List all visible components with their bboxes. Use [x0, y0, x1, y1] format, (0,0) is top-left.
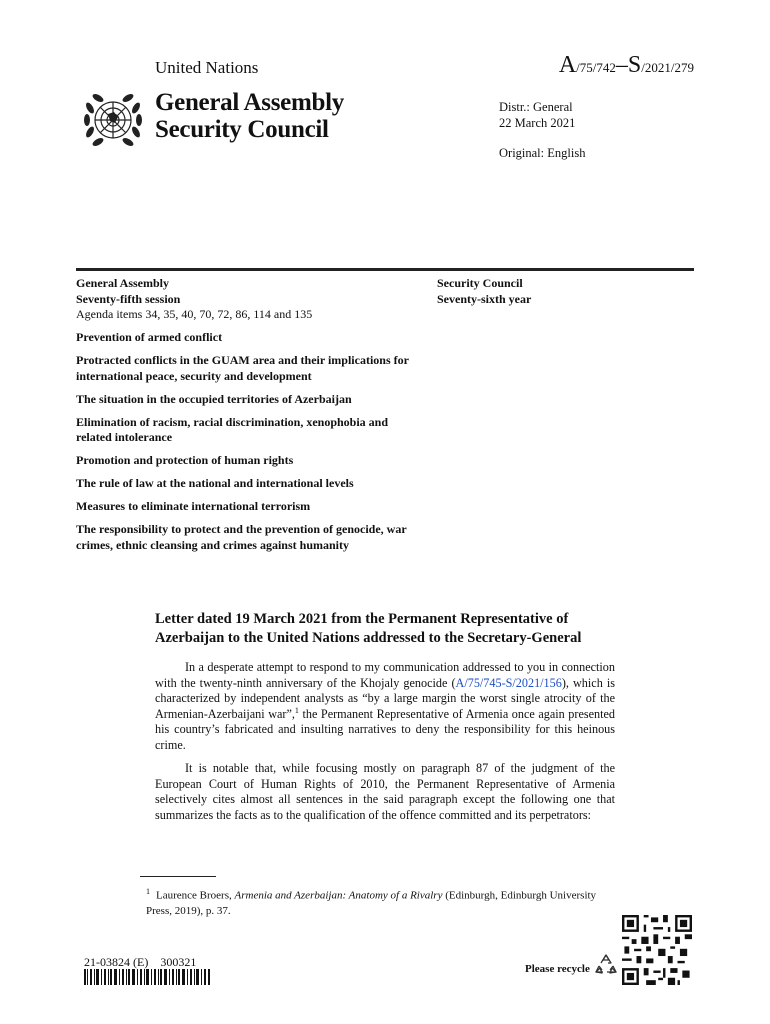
distribution-block [499, 100, 575, 131]
un-name: United Nations [155, 58, 259, 77]
agenda-item: The rule of law at the national and international levels [76, 476, 354, 490]
symbol-s: S [627, 52, 642, 78]
p1-text-b: ), which is characterized by independent analysts as “by a large margin the worst single atrocity of the Armenian-Azerbaijani war”, [155, 675, 615, 721]
letter-body [155, 660, 615, 831]
ga-session: Seventy-fifth session [76, 291, 181, 306]
agenda-item: The situation in the occupied territories of Azerbaijan [76, 391, 352, 406]
agenda-item: Measures to eliminate international terrorism [76, 499, 311, 513]
un-emblem-icon [78, 90, 148, 154]
agenda-items [76, 330, 416, 561]
document-number: 21-03824 (E) 300321 [84, 955, 197, 969]
document-link[interactable]: A/75/745-S/2021/156 [455, 675, 562, 690]
footnote-number: 1 [146, 887, 150, 896]
organ-title [155, 89, 344, 143]
original-language: Original: English [499, 146, 586, 160]
agenda-item: Elimination of racism, racial discrimination, xenophobia and related intolerance [76, 414, 389, 444]
qr-code-icon [622, 915, 692, 985]
symbol-a-number: /75/742 [576, 60, 616, 75]
sc-title: Security Council [437, 276, 523, 290]
agenda-item: Promotion and protection of human rights [76, 453, 294, 467]
paragraph-2: It is notable that, while focusing mostly on paragraph 87 of the judgment of the European Court of Human Rights of 2010, the Permanent Representative of Armenia selectively cites almost all sentences in the said paragraph except the following one that summarizes the facts as to the qualification of the offence committed and its perpetrators: [155, 761, 615, 822]
distribution: Distr.: General [499, 100, 573, 114]
footnote-rule [140, 876, 216, 877]
sc-year: Seventy-sixth year [437, 291, 532, 306]
header-rule [76, 268, 694, 271]
organ-security-council: Security Council [155, 116, 329, 143]
organ-general-assembly: General Assembly [155, 89, 344, 116]
security-council-heading [437, 276, 531, 307]
footnote-ref[interactable]: 1 [294, 705, 299, 715]
footnote-author: Laurence Broers, [156, 889, 235, 902]
recycle-icon [593, 952, 619, 978]
paragraph-1 [155, 660, 615, 753]
agenda-item: Prevention of armed conflict [76, 330, 223, 344]
document-symbol [559, 52, 694, 79]
ga-agenda: Agenda items 34, 35, 40, 70, 72, 86, 114 and 135 [76, 307, 313, 321]
general-assembly-heading [76, 276, 312, 323]
footnote-book: Armenia and Azerbaijan: Anatomy of a Rivalry [234, 889, 443, 902]
symbol-a: A [558, 52, 577, 78]
letter-title: Letter dated 19 March 2021 from the Permanent Representative of Azerbaijan to the United Nations addressed to the Secretary-General [155, 611, 582, 646]
footnote-rest: (Edinburgh, Edinburgh University Press, 2019), p. 37. [146, 889, 597, 917]
issue-date: 22 March 2021 [499, 115, 576, 130]
footnote [146, 884, 616, 919]
ga-title: General Assembly [76, 276, 169, 290]
agenda-item: Protracted conflicts in the GUAM area and their implications for international peace, security and development [76, 353, 409, 383]
symbol-dash: – [615, 52, 628, 78]
p1-text-a: In a desperate attempt to respond to my communication addressed to you in connection with the twenty-ninth anniversary of the Khojaly genocide ( [155, 660, 615, 690]
barcode-icon [84, 969, 210, 985]
recycle-label: Please recycle [525, 963, 590, 975]
symbol-s-number: /2021/279 [641, 60, 694, 75]
agenda-item: The responsibility to protect and the prevention of genocide, war crimes, ethnic cleansing and crimes against humanity [76, 522, 407, 552]
p1-text-c: the Permanent Representative of Armenia once again presented his country’s fabricated and insulting narratives to deny the responsibility for this heinous crime. [155, 706, 615, 752]
